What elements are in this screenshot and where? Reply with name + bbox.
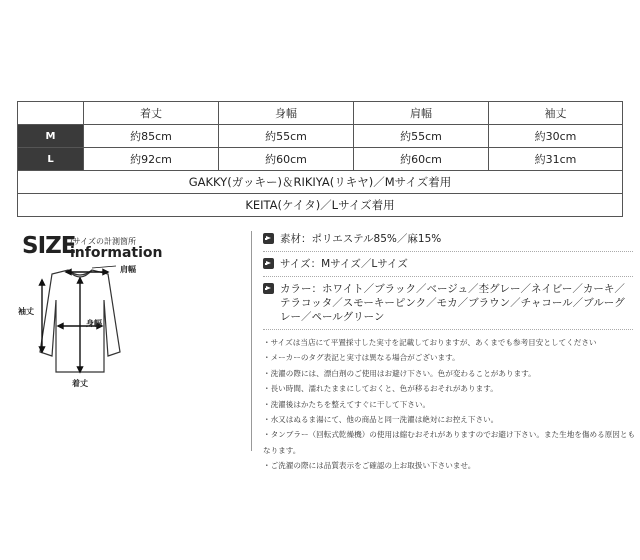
property-material: [263, 232, 633, 246]
care-note: ・長い時間、濡れたままにしておくと、色が移るおそれがあります。: [263, 384, 498, 394]
size-table: [17, 101, 623, 217]
care-notes: [263, 335, 636, 474]
care-note: ・ご洗濯の際には品質表示をご確認の上お取扱い下さいませ。: [263, 461, 476, 471]
care-note: ・タンブラー（回転式乾燥機）の使用は縮むおそれがありますのでお避け下さい。また生地を傷める原因とも: [263, 430, 636, 440]
header-cell-length: 着丈: [84, 102, 219, 125]
property-material-text: 素材：ポリエステル85%／麻15%: [280, 233, 442, 245]
length-label: 着丈: [72, 379, 88, 388]
arrow-right-icon: [263, 233, 274, 244]
property-size: [263, 257, 633, 271]
header-cell-body-width: 身幅: [219, 102, 354, 125]
header-cell-sleeve: 袖丈: [489, 102, 623, 125]
tshirt-outline-icon: [18, 260, 218, 390]
table-row: [18, 148, 623, 171]
table-row: [18, 125, 623, 148]
size-info-label: information: [70, 245, 163, 261]
body-width-label: 身幅: [86, 319, 102, 328]
property-color: [263, 282, 633, 324]
size-table-header-row: [18, 102, 623, 125]
model-note-l: KEITA(ケイタ)／Lサイズ着用: [18, 194, 623, 217]
table-cell: 約31cm: [489, 148, 623, 171]
model-note-row: [18, 171, 623, 194]
size-title: SIZE: [22, 233, 76, 259]
table-cell: 約60cm: [354, 148, 489, 171]
property-color-text: カラー：ホワイト／ブラック／ベージュ／杢グレー／ネイビー／カーキ／テラコッタ／スモーキーピンク／モカ／ブラウン／チャコール／ブルーグレー／ペールグリーン: [280, 283, 625, 323]
care-note: ・洗濯後はかたちを整えてすぐに干して下さい。: [263, 399, 431, 409]
vertical-divider: [251, 231, 252, 451]
dotted-divider: [263, 276, 633, 278]
table-cell: 約60cm: [219, 148, 354, 171]
sleeve-length-label: 袖丈: [18, 307, 34, 316]
shoulder-width-label: 肩幅: [120, 265, 136, 274]
table-cell: 約92cm: [84, 148, 219, 171]
arrow-right-icon: [263, 283, 274, 294]
care-note: ・メーカーのタグ表記と実寸は異なる場合がございます。: [263, 353, 460, 363]
size-subtitle: /サイズの計測箇所: [70, 237, 137, 246]
product-properties: [263, 232, 636, 474]
property-size-text: サイズ：Mサイズ／Lサイズ: [280, 258, 408, 270]
header-cell-empty: [18, 102, 84, 125]
table-cell: 約30cm: [489, 125, 623, 148]
arrow-right-icon: [263, 258, 274, 269]
dotted-divider: [263, 251, 633, 253]
care-note: ・サイズは当店にて平置採寸した実寸を記載しておりますが、あくまでも参考目安としてください: [263, 338, 597, 347]
care-note: なります。: [263, 445, 301, 455]
care-note: ・水又はぬるま湯にて、他の商品と同一洗濯は絶対にお控え下さい。: [263, 415, 499, 425]
garment-measurement-diagram: [18, 260, 218, 390]
table-cell: 約55cm: [354, 125, 489, 148]
row-label-m: M: [18, 125, 84, 148]
table-cell: 約55cm: [219, 125, 354, 148]
dotted-divider: [263, 329, 633, 331]
table-cell: 約85cm: [84, 125, 219, 148]
row-label-l: L: [18, 148, 84, 171]
care-note: ・洗濯の際には、漂白剤のご使用はお避け下さい。色が変わることがあります。: [263, 368, 536, 378]
model-note-row: [18, 194, 623, 217]
model-note-m: GAKKY(ガッキー)＆RIKIYA(リキヤ)／Mサイズ着用: [18, 171, 623, 194]
header-cell-shoulder: 肩幅: [354, 102, 489, 125]
